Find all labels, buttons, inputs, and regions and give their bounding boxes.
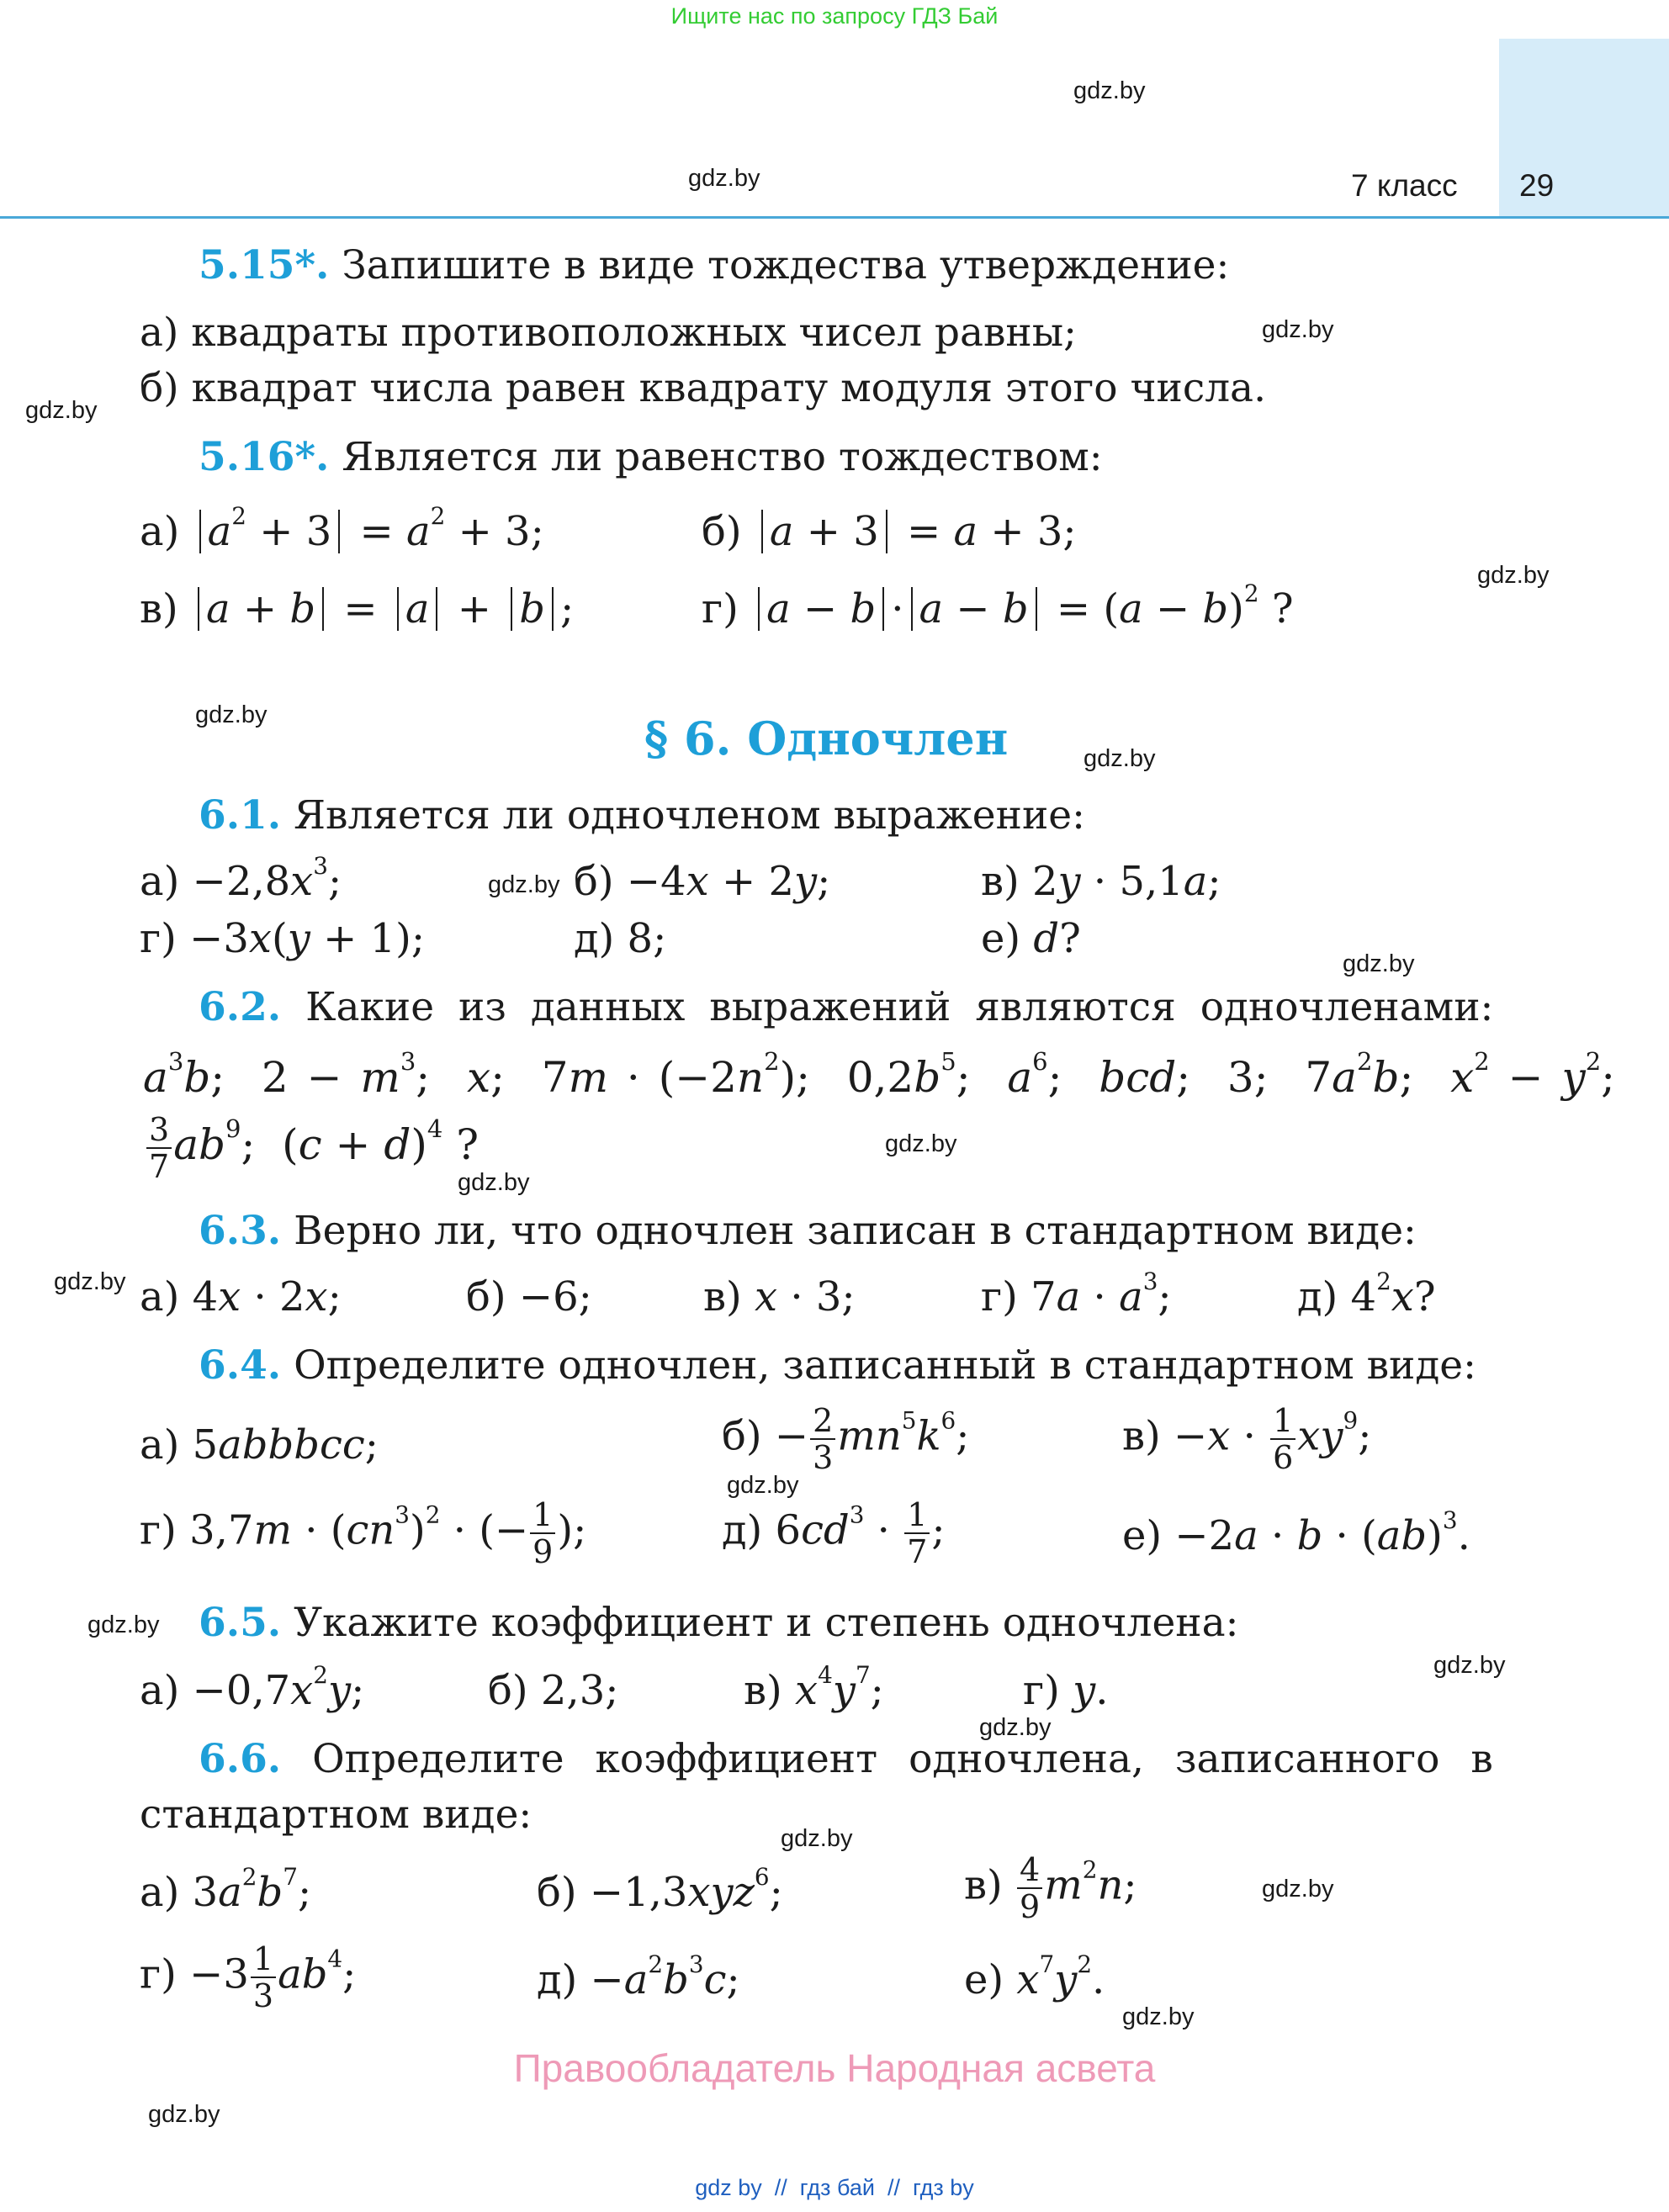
problem-6-3-d: д) $4^2x$? (1297, 1267, 1436, 1320)
problem-5-16 (199, 434, 1103, 480)
item-value: 8; (627, 915, 667, 962)
watermark: gdz.by (54, 1268, 126, 1295)
watermark: gdz.by (1477, 562, 1550, 589)
problem-6-4-v: в) −x · $\frac{1}{6}$ $xy^9$; (1122, 1402, 1372, 1476)
item-label: д) (574, 915, 615, 962)
watermark: gdz.by (885, 1130, 957, 1157)
watermark: gdz.by (25, 397, 98, 424)
problem-6-1-g: г) −3x(y + 1); (140, 915, 425, 962)
watermark: gdz.by (488, 871, 560, 898)
problem-5-15-b: б) квадрат числа равен квадрату модуля этого числа. (140, 365, 1267, 411)
watermark: gdz.by (1433, 1652, 1506, 1679)
problem-statement: Какие из данных выражений являются одночленами: (305, 984, 1494, 1030)
problem-6-4-d: д) $6cd^3$ · $\frac{1}{7}$ ; (722, 1496, 946, 1570)
problem-6-2-expressions-2: $\frac{3}{7}$ $ab^9$; $(c + d)^4$ ? (145, 1114, 479, 1183)
item-value: −6; (518, 1273, 592, 1320)
problem-6-2-expressions: $a^3b$; $2 - m^3$; x; $7m \cdot (-2n^2)$; $0,2b^5$; $a^6$; bcd; 3; $7a^2b$; $x^2 - y^2$; (143, 1046, 1615, 1102)
problem-6-5-g: г) y. (1023, 1667, 1109, 1714)
item-label: г) (981, 1273, 1018, 1320)
watermark: gdz.by (1262, 1876, 1334, 1902)
item-label: д) (1297, 1273, 1338, 1320)
problem-6-4-e: е) −2a · b · (ab)$^3$. (1122, 1506, 1470, 1559)
item-label: а) (140, 1667, 180, 1714)
problem-number: 6.2. (199, 984, 282, 1030)
problem-6-2 (199, 984, 1493, 1030)
problem-6-1-a: $а) -2,8x^3$; (140, 851, 342, 905)
item-label: г) (140, 1506, 177, 1554)
item-label: в) (981, 858, 1020, 905)
watermark: gdz.by (1262, 316, 1334, 343)
watermark: gdz.by (458, 1169, 530, 1196)
problem-6-6-a: а) $3a^2b^7$; (140, 1862, 312, 1916)
problem-6-1-d (574, 915, 666, 962)
problem-statement: Запишите в виде тождества утверждение: (342, 242, 1230, 288)
problem-5-16-v: в) a + b = a + b ; (140, 585, 575, 632)
problem-6-4-a: а) 5abbbcc; (140, 1421, 379, 1468)
item-label: г) (140, 915, 177, 962)
problem-5-16-a: а) $a^2 + 3 = a^2 + 3$; (140, 501, 544, 555)
problem-5-16-b: б) a + 3 = a + 3; (702, 508, 1077, 555)
watermark: gdz.by (87, 1611, 160, 1638)
problem-number: 6.4. (199, 1342, 282, 1389)
problem-6-4 (199, 1342, 1476, 1389)
problem-statement: Определите коэффициент одночлена, записанного в (312, 1736, 1493, 1782)
item-label: а) (140, 1869, 180, 1916)
problem-5-15 (199, 242, 1229, 288)
item-label: а) (140, 508, 180, 555)
problem-6-1-b: б) −4x + 2y; (574, 858, 831, 905)
problem-6-6 (199, 1736, 1493, 1782)
watermark: gdz.by (1122, 2003, 1195, 2030)
problem-6-3-a: а) 4x · 2x; (140, 1273, 342, 1320)
item-label: б) (466, 1273, 506, 1320)
top-search-note: Ищите нас по запросу ГДЗ Бай (670, 3, 999, 29)
item-label: в) (1122, 1412, 1161, 1460)
item-label: б) (537, 1869, 577, 1916)
problem-6-6-v: в) $\frac{4}{9}$ $m^2n$; (964, 1851, 1137, 1925)
item-label: б) (722, 1412, 762, 1460)
problem-statement: Является ли одночленом выражение: (294, 792, 1085, 839)
watermark: gdz.by (688, 165, 760, 192)
problem-6-6-cont: стандартном виде: (140, 1791, 532, 1838)
problem-number: 6.6. (199, 1736, 282, 1782)
item-label: б) (574, 858, 614, 905)
item-label: г) (1023, 1667, 1060, 1714)
watermark: gdz.by (195, 701, 268, 728)
problem-6-5-v: в) $x^4y^7$; (744, 1660, 884, 1714)
problem-statement: Является ли равенство тождеством: (342, 434, 1103, 480)
watermark: gdz.by (1073, 77, 1146, 104)
problem-6-6-b: б) −1,3xyz$^6$; (537, 1862, 783, 1916)
problem-6-3-v: в) x · 3; (703, 1273, 856, 1320)
item-label: е) (981, 915, 1021, 962)
problem-5-15-a: а) квадраты противоположных чисел равны; (140, 310, 1078, 356)
problem-6-4-g: г) $3,7m \cdot (cn^3)^2$ · (− $\frac{1}{9}$ ); (140, 1496, 587, 1570)
item-label: в) (703, 1273, 742, 1320)
problem-6-6-d: $д) -a^2b^3c$; (537, 1950, 740, 2003)
item-label: б) (488, 1667, 528, 1714)
item-label: д) (722, 1506, 763, 1554)
problem-6-5-b (488, 1667, 618, 1714)
problem-6-6-g: г) −3 $\frac{1}{3}$ $ab^4$; (140, 1940, 357, 2014)
problem-6-1-v: в) 2y · 5,1a; (981, 858, 1221, 905)
watermark: gdz.by (727, 1472, 799, 1499)
problem-6-3-b (466, 1273, 592, 1320)
item-label: д) (537, 1956, 578, 2003)
problem-number: 6.5. (199, 1600, 282, 1646)
problem-number: 5.16*. (199, 434, 330, 480)
item-value: 2,3; (540, 1667, 619, 1714)
problem-statement: Укажите коэффициент и степень одночлена: (294, 1600, 1239, 1646)
problem-5-16-g: г) $a - b \cdot a - b = (a - b)^2$ ? (702, 579, 1294, 632)
problem-6-3 (199, 1208, 1417, 1254)
footer-links[interactable]: gdz by // гдз бай // гдз by (695, 2175, 974, 2200)
problem-6-5-a: $а) -0,7x^2y$; (140, 1660, 365, 1714)
item-label: г) (140, 1950, 177, 1998)
problem-number: 5.15*. (199, 242, 330, 288)
item-label: в) (744, 1667, 782, 1714)
item-label: а) (140, 1273, 180, 1320)
item-label: г) (702, 585, 739, 632)
problem-statement: Определите одночлен, записанный в стандартном виде: (294, 1342, 1476, 1389)
problem-6-4-b: б) − $\frac{2}{3}$ $mn^5k^6$; (722, 1402, 970, 1476)
item-label: в) (140, 585, 178, 632)
item-label: в) (964, 1861, 1003, 1909)
problem-6-1-e: е) d? (981, 915, 1081, 962)
problem-6-5 (199, 1600, 1238, 1646)
watermark: gdz.by (1343, 950, 1415, 977)
section-title: § 6. Одночлен (644, 712, 1009, 765)
item-label: б) (702, 508, 742, 555)
problem-number: 6.3. (199, 1208, 282, 1254)
watermark: gdz.by (781, 1825, 853, 1852)
item-label: е) (1122, 1512, 1163, 1559)
problem-6-6-e: е) $x^7y^2$. (964, 1950, 1105, 2003)
page-number: 29 (1519, 168, 1555, 203)
item-label: а) (140, 1421, 180, 1468)
copyright-note: Правообладатель Народная асвета (513, 2046, 1156, 2090)
problem-statement: Верно ли, что одночлен записан в стандартном виде: (294, 1208, 1417, 1254)
watermark: gdz.by (1084, 745, 1156, 772)
item-label: а) (140, 858, 180, 905)
watermark: gdz.by (148, 2101, 220, 2128)
header-line (0, 216, 1669, 219)
watermark: gdz.by (979, 1714, 1052, 1741)
problem-number: 6.1. (199, 792, 282, 839)
problem-6-3-g: г) $7a \cdot a^3$; (981, 1267, 1172, 1320)
item-label: е) (964, 1956, 1004, 2003)
grade-label: 7 класс (1351, 168, 1458, 203)
problem-6-1 (199, 792, 1085, 839)
